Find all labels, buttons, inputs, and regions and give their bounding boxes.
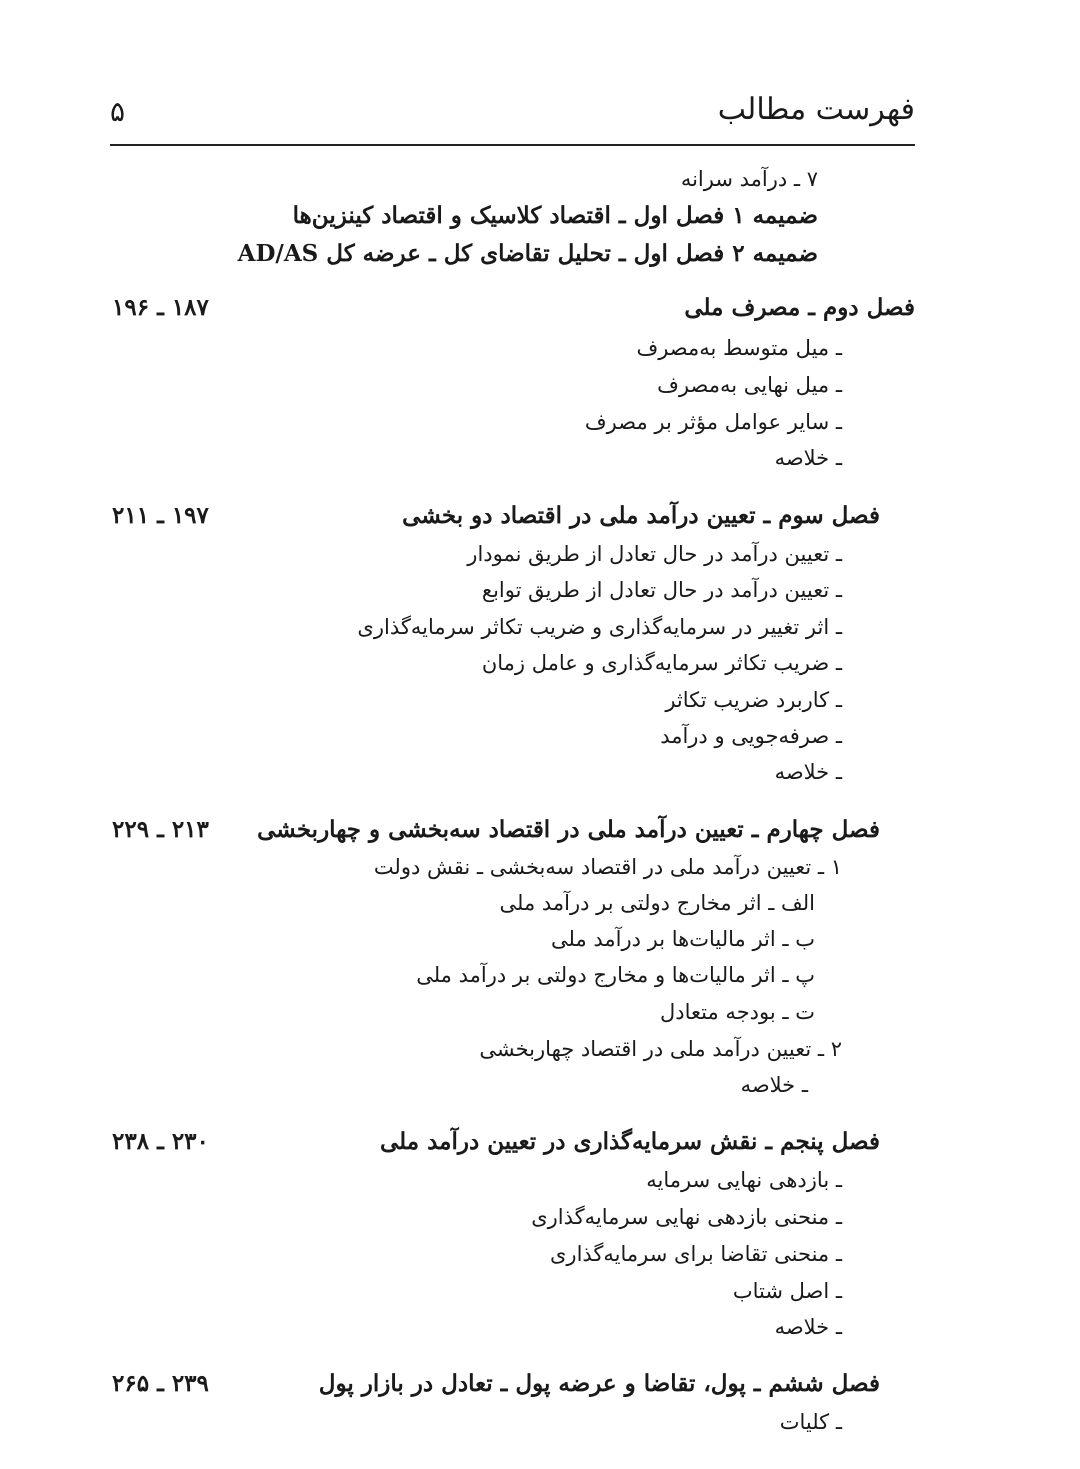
toc-subitem: ب ـ اثر مالیات‌ها بر درآمد ملی bbox=[551, 927, 815, 951]
toc-item-appendix: ضمیمه ۱ فصل اول ـ اقتصاد کلاسیک و اقتصاد کینزین‌ها bbox=[292, 202, 818, 229]
chapter-title: فصل چهارم ـ تعیین درآمد ملی در اقتصاد سه‌بخشی و چهاربخشی bbox=[257, 816, 880, 843]
toc-item: ـ میل نهایی به‌مصرف bbox=[657, 373, 842, 397]
toc-item: ۲ ـ تعیین درآمد ملی در اقتصاد چهاربخشی bbox=[479, 1037, 842, 1061]
toc-item: ـ خلاصه bbox=[740, 1073, 808, 1097]
toc-item: ـ میل متوسط به‌مصرف bbox=[636, 336, 842, 360]
chapter-title: فصل سوم ـ تعیین درآمد ملی در اقتصاد دو بخشی bbox=[402, 502, 880, 529]
page-number: ۵ bbox=[110, 95, 126, 128]
toc-item: ۱ ـ تعیین درآمد ملی در اقتصاد سه‌بخشی ـ نقش دولت bbox=[373, 855, 842, 879]
chapter-pages: ۲۳۰ ـ ۲۳۸ bbox=[112, 1128, 209, 1155]
toc-item: ـ سایر عوامل مؤثر بر مصرف bbox=[584, 410, 842, 434]
toc-item: ـ اثر تغییر در سرمایه‌گذاری و ضریب تکاثر سرمایه‌گذاری bbox=[357, 615, 842, 639]
toc-item: ـ تعیین درآمد در حال تعادل از طریق توابع bbox=[481, 578, 842, 602]
toc-item: ـ خلاصه bbox=[774, 446, 842, 470]
toc-subitem: پ ـ اثر مالیات‌ها و مخارج دولتی بر درآمد ملی bbox=[416, 963, 815, 987]
toc-item: ـ اصل شتاب bbox=[732, 1279, 842, 1303]
toc-item: ـ منحنی تقاضا برای سرمایه‌گذاری bbox=[549, 1242, 842, 1266]
page-title: فهرست مطالب bbox=[717, 92, 915, 127]
toc-item: ۷ ـ درآمد سرانه bbox=[680, 167, 818, 191]
toc-item: ـ کاربرد ضریب تکاثر bbox=[665, 688, 842, 712]
chapter-pages: ۱۹۷ ـ ۲۱۱ bbox=[112, 502, 209, 529]
toc-subitem: ت ـ بودجه متعادل bbox=[660, 1000, 815, 1024]
toc-item: ـ منحنی بازدهی نهایی سرمایه‌گذاری bbox=[531, 1205, 842, 1229]
toc-item: ـ کلیات bbox=[779, 1410, 842, 1434]
chapter-pages: ۲۳۹ ـ ۲۶۵ bbox=[112, 1370, 209, 1397]
toc-item: ـ خلاصه bbox=[774, 1315, 842, 1339]
chapter-pages: ۱۸۷ ـ ۱۹۶ bbox=[112, 294, 209, 321]
toc-item: ـ خلاصه bbox=[774, 760, 842, 784]
toc-item-appendix: ضمیمه ۲ فصل اول ـ تحلیل تقاضای کل ـ عرضه کل AD/AS bbox=[237, 240, 818, 267]
chapter-title: فصل دوم ـ مصرف ملی bbox=[684, 294, 915, 321]
toc-item: ـ صرفه‌جویی و درآمد bbox=[660, 724, 842, 748]
chapter-pages: ۲۱۳ ـ ۲۲۹ bbox=[112, 816, 209, 843]
toc-item: ـ ضریب تکاثر سرمایه‌گذاری و عامل زمان bbox=[481, 651, 842, 675]
chapter-title: فصل ششم ـ پول، تقاضا و عرضه پول ـ تعادل در بازار پول bbox=[318, 1370, 880, 1397]
chapter-title: فصل پنجم ـ نقش سرمایه‌گذاری در تعیین درآمد ملی bbox=[379, 1128, 880, 1155]
header-divider bbox=[110, 144, 915, 146]
toc-subitem: الف ـ اثر مخارج دولتی بر درآمد ملی bbox=[499, 891, 815, 915]
toc-item: ـ تعیین درآمد در حال تعادل از طریق نمودار bbox=[467, 542, 842, 566]
toc-item: ـ بازدهی نهایی سرمایه bbox=[646, 1168, 842, 1192]
